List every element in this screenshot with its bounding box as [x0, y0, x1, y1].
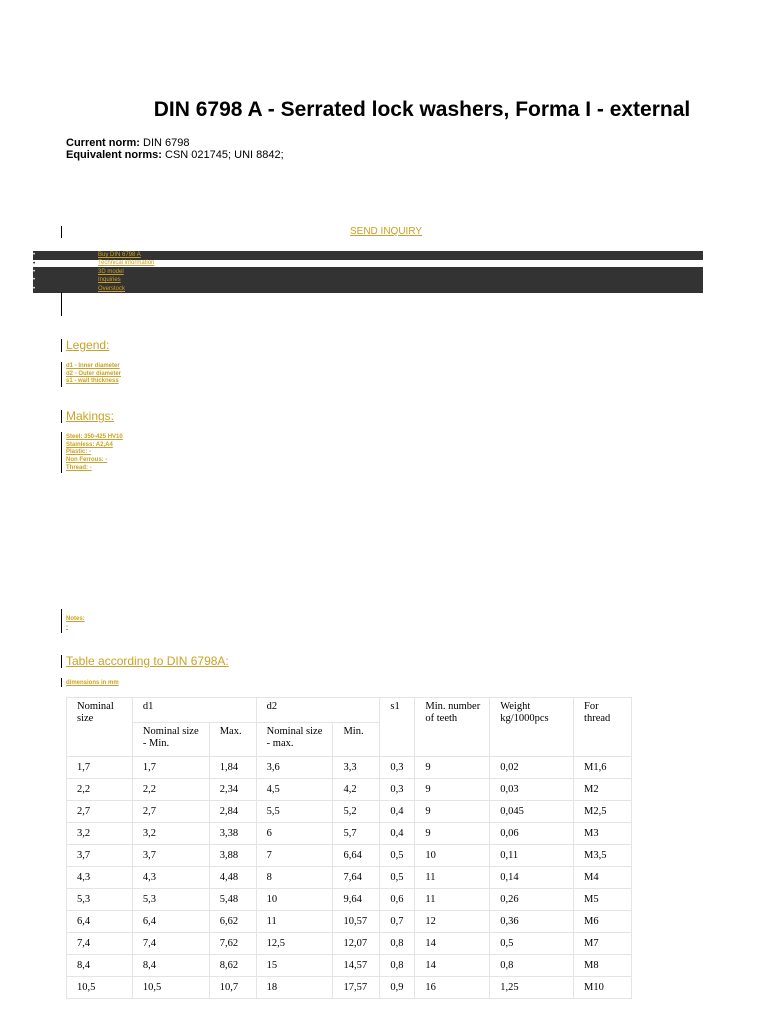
cell-weight: 0,06: [490, 823, 574, 845]
cell-weight: 0,36: [490, 911, 574, 933]
cell-d1-max: 6,62: [209, 911, 256, 933]
legend-item[interactable]: d1 - Inner diameter: [66, 363, 120, 369]
makings-item[interactable]: Non Ferrous: -: [66, 457, 108, 464]
cell-thread: M2,5: [574, 801, 632, 823]
equivalent-norms-label: Equivalent norms:: [66, 149, 162, 161]
cell-d2-nominal: 3,6: [256, 757, 333, 779]
cell-d2-nominal: 4,5: [256, 779, 333, 801]
cell-d1-max: 8,62: [209, 955, 256, 977]
cell-d2-min: 5,2: [333, 801, 380, 823]
cell-d2-min: 7,64: [333, 867, 380, 889]
bullet-icon: •: [33, 261, 36, 268]
table-heading[interactable]: Table according to DIN 6798A:: [66, 654, 229, 668]
cell-min-teeth: 16: [415, 977, 490, 999]
cell-d2-min: 10,57: [333, 911, 380, 933]
table-row: [67, 977, 632, 999]
header-d2-nominal: Nominal size - max.: [256, 723, 333, 757]
cell-weight: 0,5: [490, 933, 574, 955]
cell-s1: 0,4: [380, 801, 415, 823]
cell-d1-nominal: 3,2: [132, 823, 209, 845]
table-row: [67, 889, 632, 911]
cell-min-teeth: 14: [415, 955, 490, 977]
table-row: [67, 757, 632, 779]
cell-d1-nominal: 8,4: [132, 955, 209, 977]
cell-d2-min: 5,7: [333, 823, 380, 845]
notes-block: [66, 616, 85, 631]
cell-nominal-size: 6,4: [67, 911, 133, 933]
cell-thread: M1,6: [574, 757, 632, 779]
makings-item[interactable]: Thread: -: [66, 464, 92, 471]
cell-weight: 0,03: [490, 779, 574, 801]
cell-s1: 0,3: [380, 757, 415, 779]
cell-min-teeth: 10: [415, 845, 490, 867]
table-body: [67, 757, 632, 999]
cell-weight: 0,045: [490, 801, 574, 823]
cell-d1-max: 2,84: [209, 801, 256, 823]
nav-item-buy[interactable]: [33, 251, 703, 259]
cell-d2-nominal: 11: [256, 911, 333, 933]
send-inquiry-link[interactable]: SEND INQUIRY: [350, 226, 423, 237]
cell-weight: 0,8: [490, 955, 574, 977]
bullet-icon: •: [33, 285, 36, 292]
cell-s1: 0,7: [380, 911, 415, 933]
notes-label[interactable]: Notes:: [66, 616, 85, 622]
cell-d2-nominal: 7: [256, 845, 333, 867]
cell-d2-min: 17,57: [333, 977, 380, 999]
cell-d2-nominal: 10: [256, 889, 333, 911]
cell-nominal-size: 7,4: [67, 933, 133, 955]
header-s1: s1: [380, 698, 415, 757]
nav-item-inquiries[interactable]: [33, 276, 703, 284]
cell-nominal-size: 10,5: [67, 977, 133, 999]
header-weight: Weight kg/1000pcs: [490, 698, 574, 757]
bullet-icon: •: [33, 268, 36, 275]
cell-nominal-size: 2,2: [67, 779, 133, 801]
equivalent-norms-line: [66, 149, 284, 161]
cell-d1-max: 4,48: [209, 867, 256, 889]
bullet-icon: •: [33, 252, 36, 258]
cell-d2-min: 9,64: [333, 889, 380, 911]
cell-d1-nominal: 5,3: [132, 889, 209, 911]
cell-weight: 0,11: [490, 845, 574, 867]
section-marker: [61, 410, 62, 423]
nav-item-label[interactable]: Buy DIN 6798 A: [98, 252, 141, 258]
cell-d2-min: 3,3: [333, 757, 380, 779]
cell-thread: M7: [574, 933, 632, 955]
nav-item-3d-model[interactable]: [33, 268, 703, 276]
cell-d2-min: 12,07: [333, 933, 380, 955]
cell-d1-max: 3,88: [209, 845, 256, 867]
cell-d2-nominal: 5,5: [256, 801, 333, 823]
cell-s1: 0,3: [380, 779, 415, 801]
cell-d1-nominal: 7,4: [132, 933, 209, 955]
section-marker: [61, 226, 62, 238]
divider: [61, 362, 62, 387]
dimensions-table: [66, 697, 632, 999]
cell-min-teeth: 12: [415, 911, 490, 933]
table-row: [67, 911, 632, 933]
cell-nominal-size: 8,4: [67, 955, 133, 977]
table-row: [67, 955, 632, 977]
cell-weight: 1,25: [490, 977, 574, 999]
cell-s1: 0,9: [380, 977, 415, 999]
makings-list: [66, 434, 123, 473]
cell-nominal-size: 2,7: [67, 801, 133, 823]
header-min-teeth: Min. number of teeth: [415, 698, 490, 757]
cell-d2-min: 6,64: [333, 845, 380, 867]
cell-d1-max: 3,38: [209, 823, 256, 845]
cell-s1: 0,4: [380, 823, 415, 845]
table-row: [67, 779, 632, 801]
cell-d1-nominal: 2,2: [132, 779, 209, 801]
cell-d1-nominal: 1,7: [132, 757, 209, 779]
table-row: [67, 801, 632, 823]
cell-weight: 0,02: [490, 757, 574, 779]
makings-heading[interactable]: Makings:: [66, 409, 115, 423]
cell-d1-max: 7,62: [209, 933, 256, 955]
nav-item-label[interactable]: Inquiries: [98, 277, 121, 284]
notes-value[interactable]: -: [66, 623, 68, 630]
header-thread: For thread: [574, 698, 632, 757]
cell-min-teeth: 11: [415, 867, 490, 889]
page-title: DIN 6798 A - Serrated lock washers, Forma I - external: [153, 98, 691, 121]
equivalent-norms-value: CSN 021745; UNI 8842;: [165, 149, 284, 161]
divider: [61, 292, 62, 316]
cell-min-teeth: 9: [415, 801, 490, 823]
makings-item[interactable]: Plastic: -: [66, 449, 92, 456]
makings-item[interactable]: Steel: 350-425 HV10: [66, 434, 123, 440]
cell-d2-nominal: 6: [256, 823, 333, 845]
header-d1: d1: [132, 698, 256, 723]
cell-d1-max: 2,34: [209, 779, 256, 801]
cell-min-teeth: 14: [415, 933, 490, 955]
nav-item-overstock[interactable]: [33, 285, 703, 293]
cell-thread: M3,5: [574, 845, 632, 867]
cell-min-teeth: 11: [415, 889, 490, 911]
divider: [61, 432, 62, 473]
cell-min-teeth: 9: [415, 779, 490, 801]
cell-d1-max: 1,84: [209, 757, 256, 779]
divider: [61, 678, 62, 687]
cell-d2-nominal: 15: [256, 955, 333, 977]
legend-item[interactable]: d2 - Outer diameter: [66, 370, 122, 377]
cell-d1-nominal: 4,3: [132, 867, 209, 889]
header-d2: d2: [256, 698, 380, 723]
current-norm-value: DIN 6798: [143, 137, 190, 149]
makings-item[interactable]: Stainless: A2,A4: [66, 441, 113, 448]
cell-s1: 0,8: [380, 933, 415, 955]
section-marker: [61, 655, 62, 668]
cell-thread: M5: [574, 889, 632, 911]
cell-nominal-size: 5,3: [67, 889, 133, 911]
header-d2-min: Min.: [333, 723, 380, 757]
cell-d1-nominal: 3,7: [132, 845, 209, 867]
header-d1-nominal: Nominal size - Min.: [132, 723, 209, 757]
legend-heading[interactable]: Legend:: [66, 338, 110, 352]
header-d1-max: Max.: [209, 723, 256, 757]
cell-nominal-size: 4,3: [67, 867, 133, 889]
current-norm-line: [66, 137, 190, 149]
table-row: [67, 933, 632, 955]
cell-d2-min: 14,57: [333, 955, 380, 977]
cell-s1: 0,5: [380, 867, 415, 889]
cell-nominal-size: 3,7: [67, 845, 133, 867]
cell-d1-max: 10,7: [209, 977, 256, 999]
cell-weight: 0,26: [490, 889, 574, 911]
cell-d1-nominal: 2,7: [132, 801, 209, 823]
table-row: [67, 867, 632, 889]
cell-d1-nominal: 6,4: [132, 911, 209, 933]
cell-d2-min: 4,2: [333, 779, 380, 801]
cell-d2-nominal: 18: [256, 977, 333, 999]
cell-d2-nominal: 8: [256, 867, 333, 889]
cell-s1: 0,6: [380, 889, 415, 911]
table-header-row: [67, 698, 632, 723]
table-row: [67, 845, 632, 867]
divider: [61, 609, 62, 633]
cell-thread: M4: [574, 867, 632, 889]
cell-s1: 0,5: [380, 845, 415, 867]
nav-item-label[interactable]: 3D model: [98, 268, 124, 275]
legend-list: [66, 363, 121, 386]
nav-item-technical-information[interactable]: [33, 259, 703, 267]
cell-min-teeth: 9: [415, 823, 490, 845]
cell-d1-max: 5,48: [209, 889, 256, 911]
cell-thread: M3: [574, 823, 632, 845]
product-nav: [33, 251, 703, 293]
cell-nominal-size: 3,2: [67, 823, 133, 845]
cell-d1-nominal: 10,5: [132, 977, 209, 999]
cell-d2-nominal: 12,5: [256, 933, 333, 955]
legend-item[interactable]: s1 - wall thickness: [66, 378, 119, 385]
section-marker: [61, 339, 62, 352]
nav-item-label[interactable]: Technical information: [98, 260, 155, 267]
cell-s1: 0,8: [380, 955, 415, 977]
cell-weight: 0,14: [490, 867, 574, 889]
cell-thread: M8: [574, 955, 632, 977]
cell-nominal-size: 1,7: [67, 757, 133, 779]
cell-thread: M10: [574, 977, 632, 999]
nav-item-label[interactable]: Overstock: [98, 285, 126, 292]
cell-min-teeth: 9: [415, 757, 490, 779]
cell-thread: M2: [574, 779, 632, 801]
cell-thread: M6: [574, 911, 632, 933]
dimensions-note[interactable]: dimensions in mm: [66, 680, 119, 686]
bullet-icon: •: [33, 277, 36, 284]
header-nominal-size: Nominal size: [67, 698, 133, 757]
current-norm-label: Current norm:: [66, 137, 140, 149]
table-row: [67, 823, 632, 845]
